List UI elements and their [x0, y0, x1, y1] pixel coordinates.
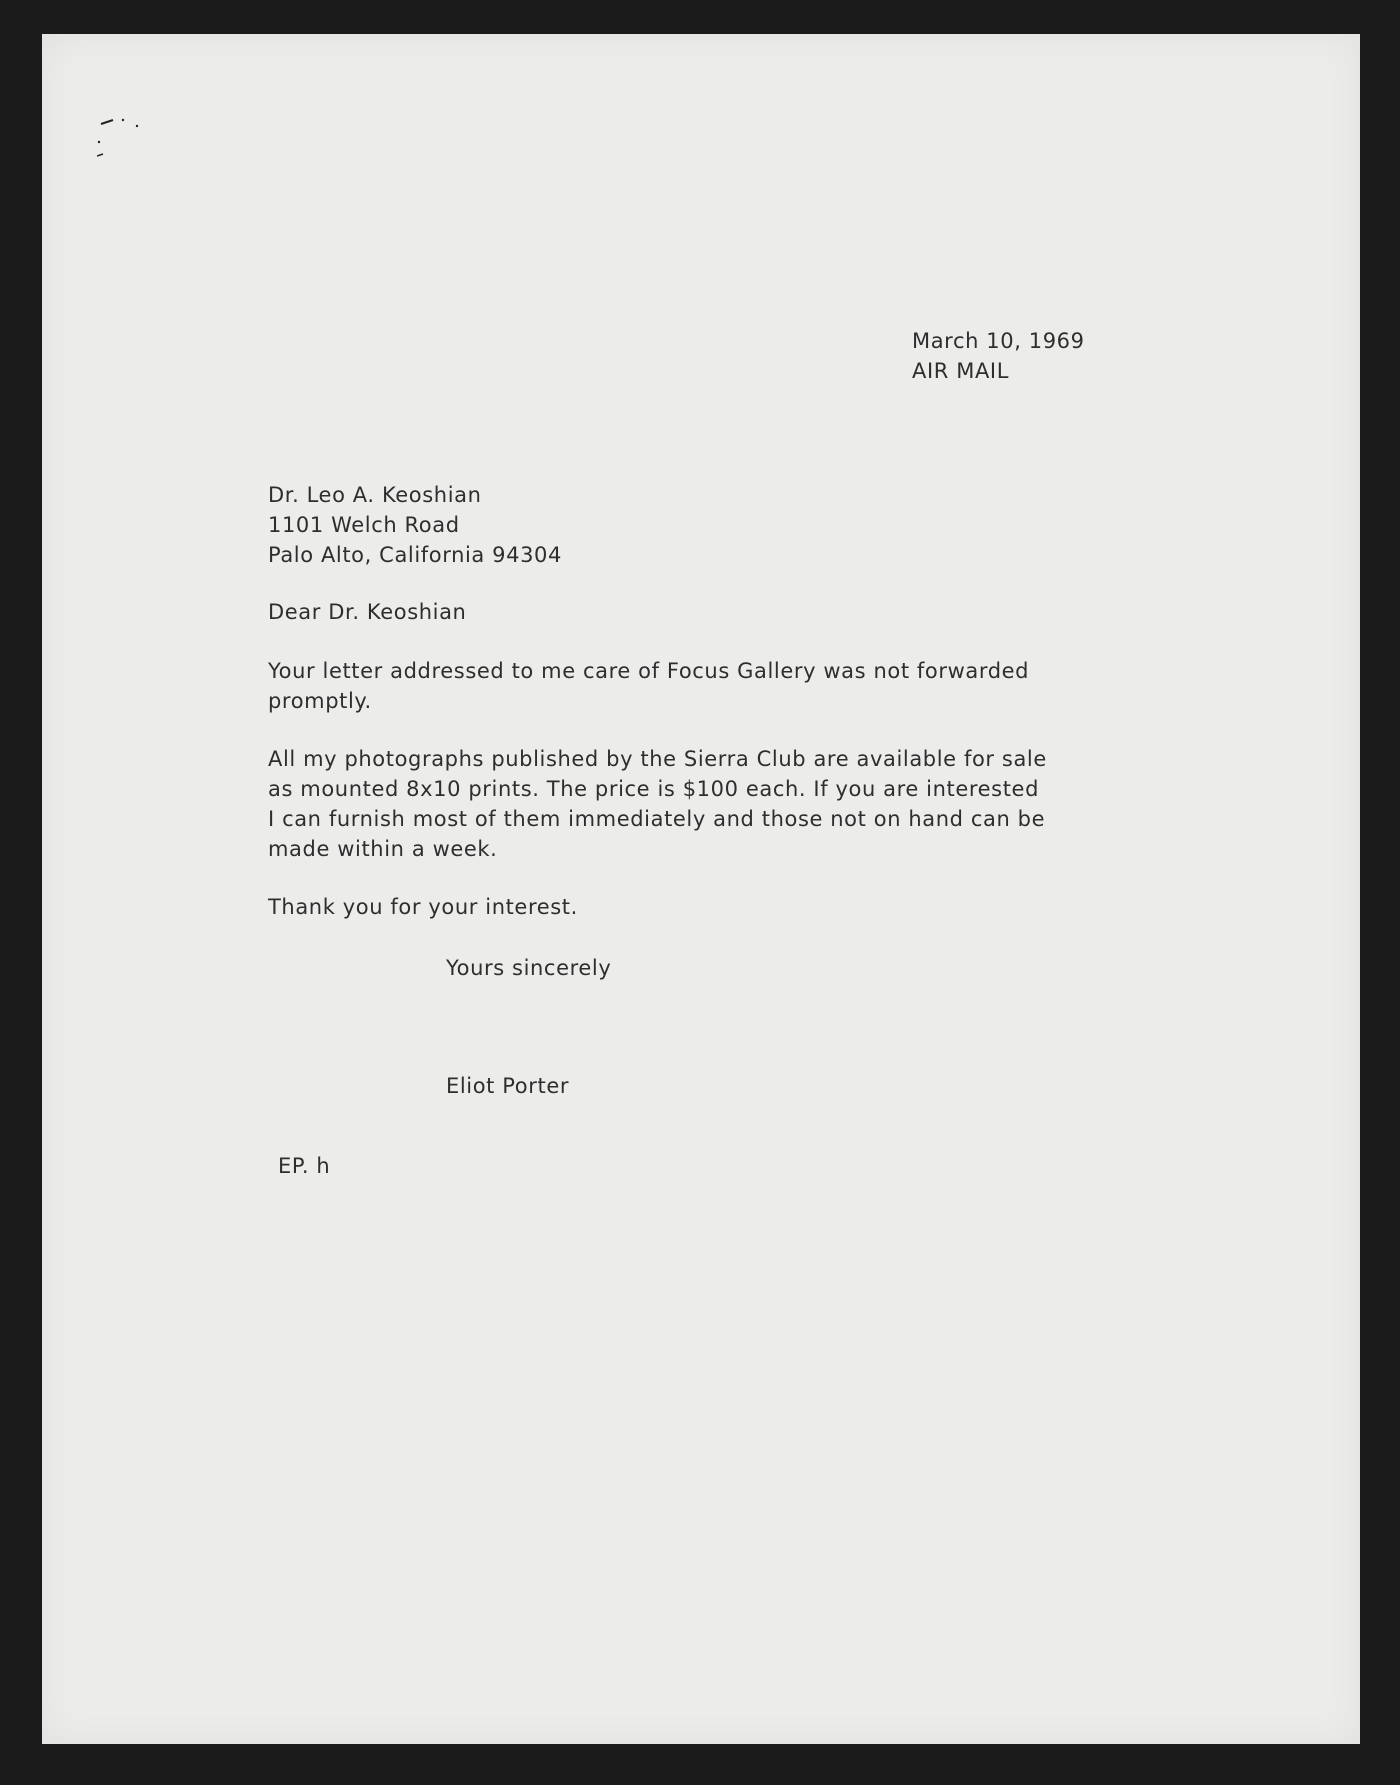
body-line: made within a week.	[268, 837, 498, 861]
stray-ink-marks	[97, 112, 157, 162]
date-block	[912, 326, 1085, 386]
recipient-street: 1101 Welch Road	[268, 513, 460, 537]
body-line: Your letter addressed to me care of Focus Gallery was not forwarded	[268, 659, 1030, 683]
typist-initials: EP. h	[278, 1154, 331, 1178]
recipient-address	[268, 480, 562, 570]
delivery-method: AIR MAIL	[912, 359, 1010, 383]
body-line: I can furnish most of them immediately and those not on hand can be	[268, 807, 1046, 831]
recipient-city: Palo Alto, California 94304	[268, 543, 562, 567]
letter-date: March 10, 1969	[912, 329, 1085, 353]
body-line: Thank you for your interest.	[268, 895, 578, 919]
body-line: promptly.	[268, 689, 372, 713]
salutation: Dear Dr. Keoshian	[268, 600, 467, 624]
paragraph	[268, 656, 1228, 716]
letter-page	[42, 34, 1360, 1744]
paragraph	[268, 892, 1228, 922]
recipient-name: Dr. Leo A. Keoshian	[268, 483, 482, 507]
letter-body	[268, 656, 1228, 950]
body-line: All my photographs published by the Sierra Club are available for sale	[268, 747, 1047, 771]
signer-name: Eliot Porter	[446, 1074, 570, 1098]
body-line: as mounted 8x10 prints. The price is $100 each. If you are interested	[268, 777, 1039, 801]
paragraph	[268, 744, 1228, 864]
closing: Yours sincerely	[446, 956, 612, 980]
